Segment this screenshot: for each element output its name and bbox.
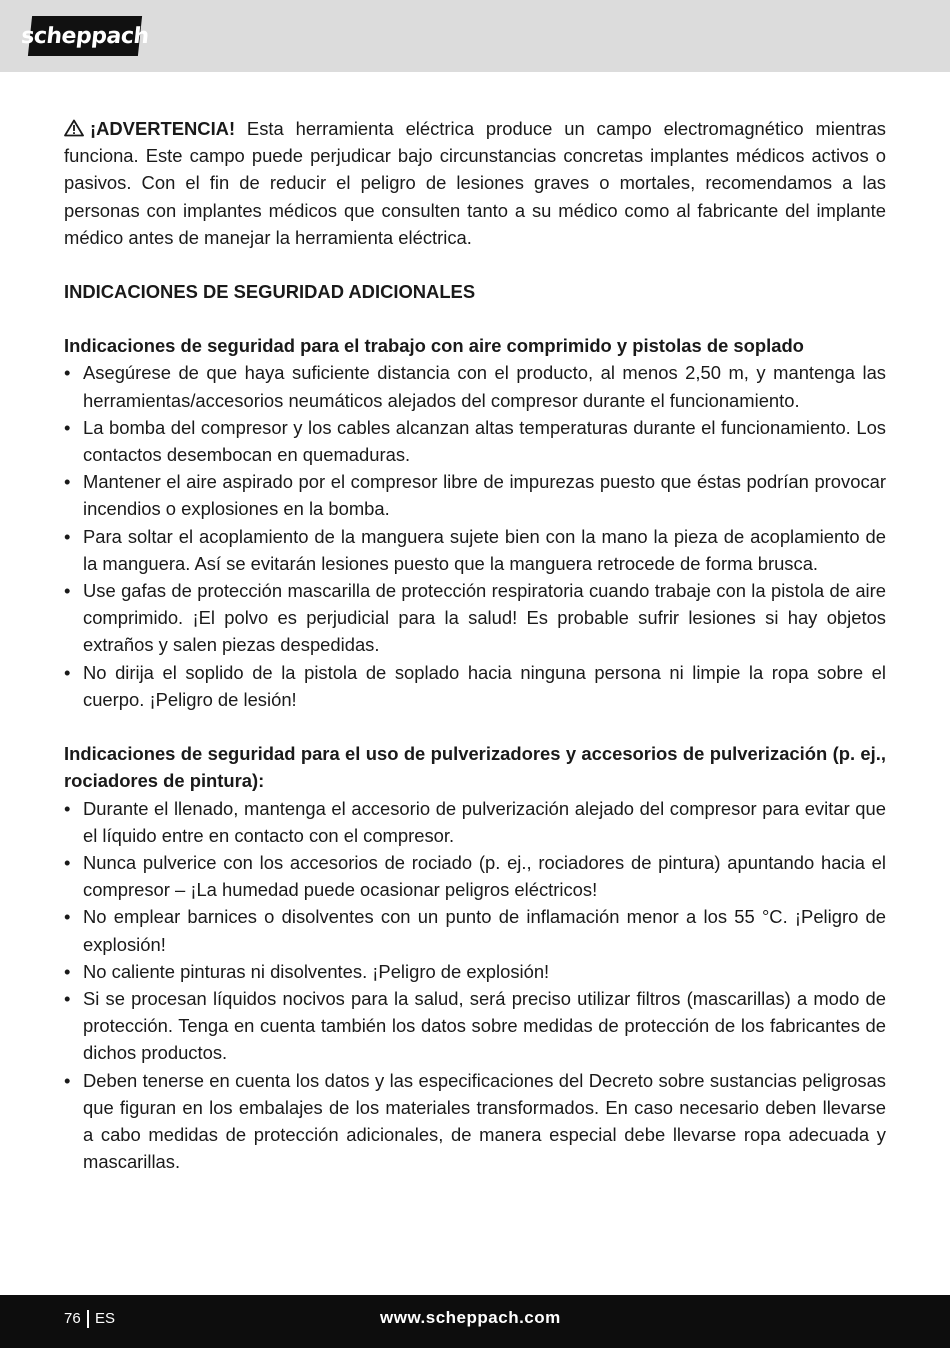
bullet-dot: • (64, 362, 71, 384)
list-item (64, 958, 886, 985)
list-item (64, 985, 886, 1067)
footer-divider (87, 1310, 89, 1328)
list-item (64, 849, 886, 903)
list-item-text: Deben tenerse en cuenta los datos y las especificaciones del Decreto sobre sustancias peligrosas que figuran en los embalajes de los materiales transformados. En caso necesario deben llevarse a cabo medidas de protección adicionales, de manera especial debe llevarse ropa adecuada y mascarillas. (83, 1069, 886, 1173)
list-item-text: No caliente pinturas ni disolventes. ¡Peligro de explosión! (83, 960, 550, 982)
list-item (64, 659, 886, 713)
list-item (64, 359, 886, 413)
logo-text: scheppach (20, 23, 150, 49)
bullet-dot: • (64, 1069, 71, 1091)
list-item-text: No dirija el soplido de la pistola de soplado hacia ninguna persona ni limpie la ropa sobre el cuerpo. ¡Peligro de lesión! (83, 661, 886, 710)
bullet-dot: • (64, 580, 71, 602)
bullet-dot: • (64, 661, 71, 683)
list-item-text: Si se procesan líquidos nocivos para la salud, será preciso utilizar filtros (mascarillas) a modo de protección. Tenga en cuenta también los datos sobre medidas de protección de los fabricantes de dichos productos. (83, 988, 886, 1064)
list-item-text: Nunca pulverice con los accesorios de rociado (p. ej., rociadores de pintura) apuntando hacia el compresor – ¡La humedad puede ocasionar peligros eléctricos! (83, 852, 886, 901)
section-spacer (64, 713, 886, 740)
bullet-dot: • (64, 906, 71, 928)
bullet-dot: • (64, 988, 71, 1010)
list-item (64, 903, 886, 957)
bullet-dot: • (64, 525, 71, 547)
page-content (64, 115, 886, 1176)
list-item (64, 577, 886, 659)
warning-text: Esta herramienta eléctrica produce un campo electromagnético mientras funciona. Este campo puede perjudicar bajo circunstancias concretas implantes médicos activos o pasivos. Con el fin de reducir el peligro de lesiones graves o mortales, recomendamos a las personas con implantes médicos que consulten tanto a su médico como al fabricante del implante médico antes de manejar la herramienta eléctrica. (64, 118, 886, 248)
section2-list (64, 795, 886, 1176)
list-item-text: Use gafas de protección mascarilla de protección respiratoria cuando trabaje con la pistola de aire comprimido. ¡El polvo es perjudicial para la salud! Es probable sufrir lesiones si hay objetos extraños y salen piezas despedidas. (83, 580, 886, 656)
section2-heading: Indicaciones de seguridad para el uso de pulverizadores y accesorios de pulverización (p. ej., rociadores de pintura): (64, 743, 886, 792)
page-number: 76 (64, 1310, 81, 1327)
bullet-dot: • (64, 416, 71, 438)
warning-label: ¡ADVERTENCIA! (90, 118, 236, 139)
list-item-text: La bomba del compresor y los cables alcanzan altas temperaturas durante el funcionamiento. Los contactos desembocan en quemaduras. (83, 416, 886, 466)
list-item-text: No emplear barnices o disolventes con un punto de inflamación menor a los 55 °C. ¡Peligro de explosión! (83, 906, 886, 955)
warning-triangle-icon (64, 119, 84, 137)
bullet-dot: • (64, 797, 71, 819)
bullet-dot: • (64, 471, 71, 493)
bullet-dot: • (64, 852, 71, 874)
list-item (64, 1067, 886, 1176)
list-item-text: Para soltar el acoplamiento de la manguera sujete bien con la mano la pieza de acoplamiento de la manguera. Así se evitarán lesiones puesto que la manguera retrocede de forma brusca. (83, 525, 886, 574)
main-heading: INDICACIONES DE SEGURIDAD ADICIONALES (64, 281, 476, 303)
section1-heading: Indicaciones de seguridad para el trabajo con aire comprimido y pistolas de soplado (64, 335, 804, 357)
bullet-dot: • (64, 960, 71, 982)
warning-paragraph (64, 115, 886, 251)
list-item (64, 468, 886, 522)
section1-list (64, 359, 886, 713)
scheppach-logo (20, 16, 150, 56)
page-header (0, 0, 950, 72)
website-link[interactable]: www.scheppach.com (380, 1308, 561, 1327)
language-code: ES (95, 1310, 116, 1327)
list-item-text: Asegúrese de que haya suficiente distancia con el producto, al menos 2,50 m, y mantenga las herramientas/accesorios neumáticos alejados del compresor durante el funcionamiento. (83, 362, 886, 411)
list-item-text: Mantener el aire aspirado por el compresor libre de impurezas puesto que éstas podrían provocar incendios o explosiones en la bomba. (83, 471, 886, 520)
list-item-text: Durante el llenado, mantenga el accesorio de pulverización alejado del compresor para evitar que el líquido entre en contacto con el compresor. (83, 797, 886, 846)
list-item (64, 795, 886, 849)
list-item (64, 414, 886, 468)
list-item (64, 523, 886, 577)
page-footer (0, 1295, 950, 1348)
